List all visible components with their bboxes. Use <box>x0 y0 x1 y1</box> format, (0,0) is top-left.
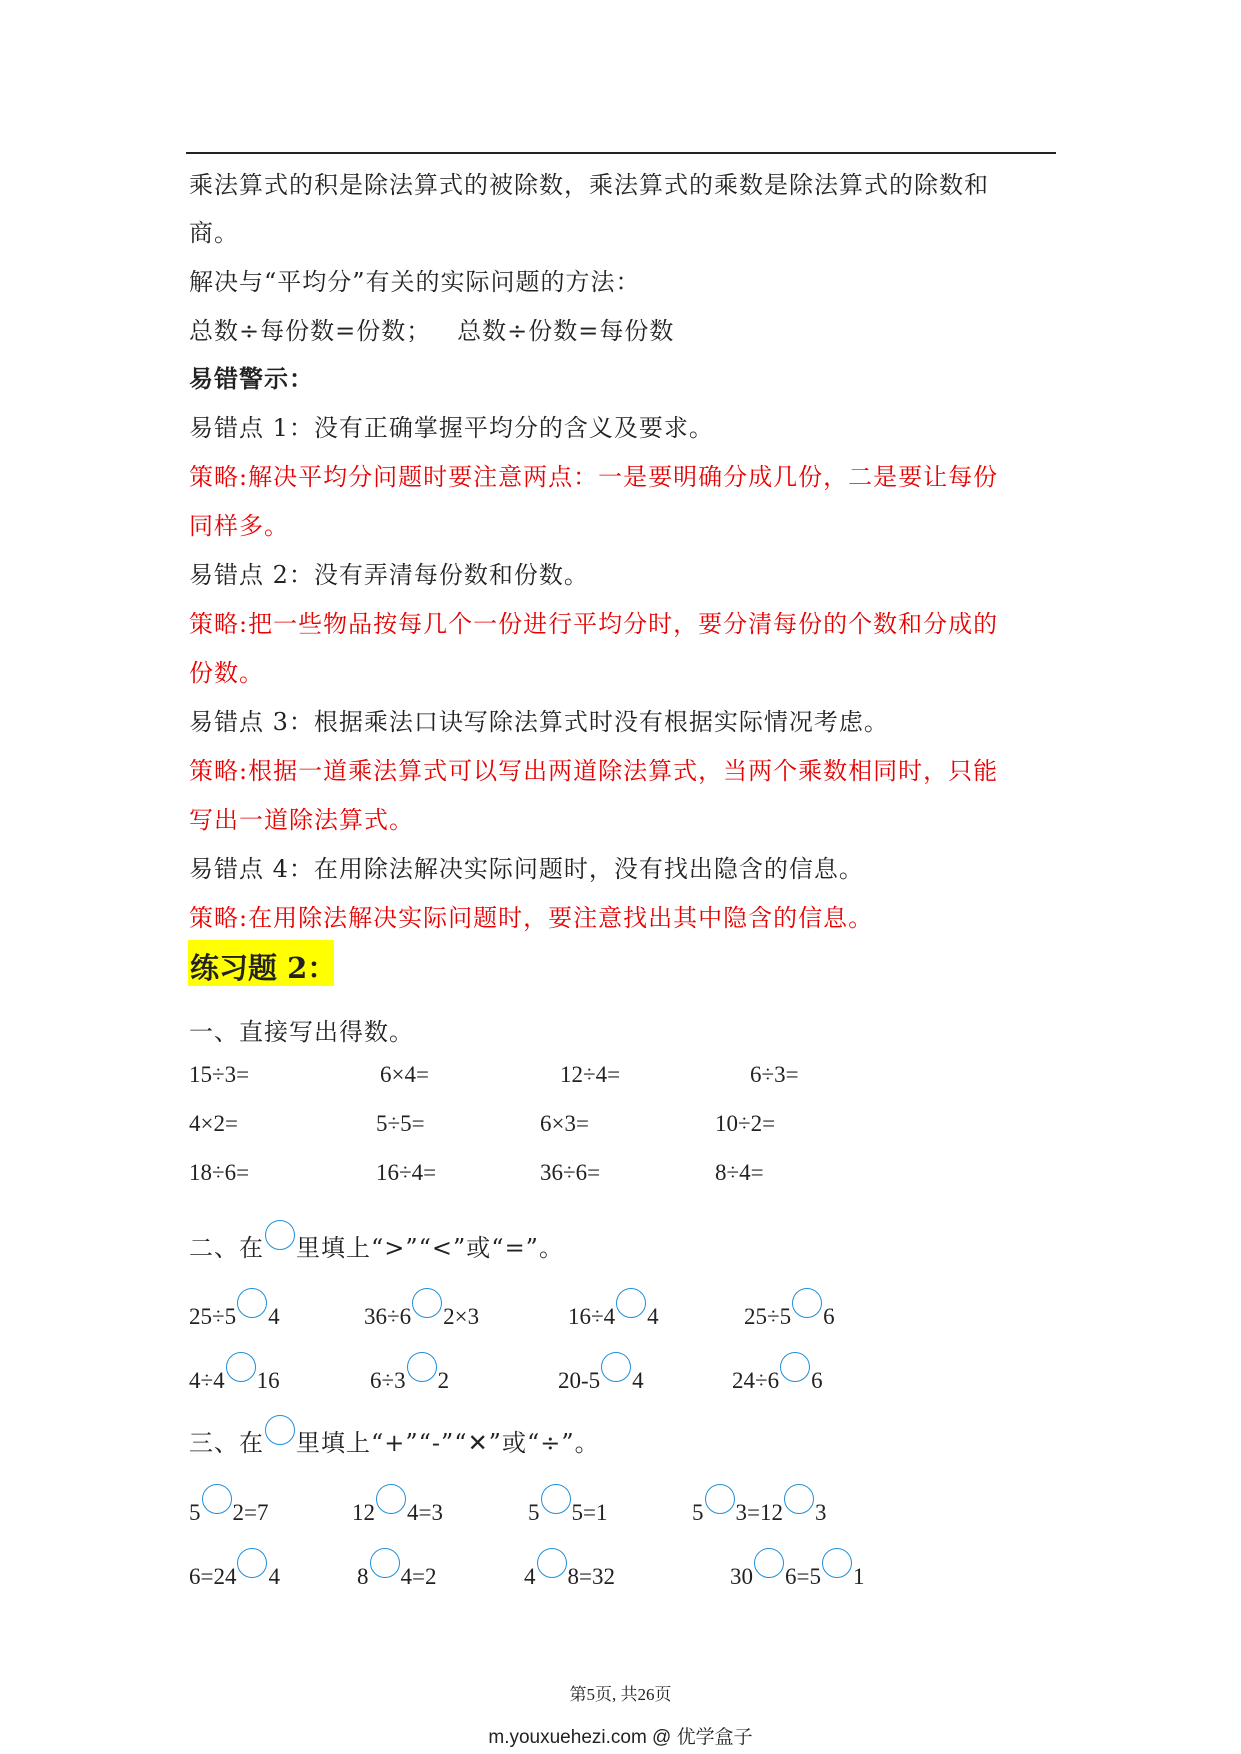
error-point-2: 易错点 2：没有弄清每份数和份数。 <box>189 561 589 589</box>
answer-circle[interactable] <box>407 1352 437 1382</box>
warning-heading: 易错警示： <box>189 364 314 393</box>
q1-item: 16÷4= <box>376 1160 437 1185</box>
answer-circle[interactable] <box>237 1288 267 1318</box>
answer-circle[interactable] <box>412 1288 442 1318</box>
answer-circle[interactable] <box>537 1548 567 1578</box>
operator-item: 5 5=1 <box>528 1484 607 1526</box>
operator-item: 12 4=3 <box>352 1484 443 1526</box>
strategy-3-line-2: 写出一道除法算式。 <box>189 806 414 834</box>
answer-circle[interactable] <box>376 1484 406 1514</box>
answer-circle[interactable] <box>601 1352 631 1382</box>
q1-item: 12÷4= <box>560 1062 621 1087</box>
formula-line: 总数÷每份数=份数； 总数÷份数=每份数 <box>189 317 675 345</box>
operator-item: 5 2=7 <box>189 1484 268 1526</box>
strategy-2-line-2: 份数。 <box>189 659 264 687</box>
compare-item: 20-5 4 <box>558 1352 644 1394</box>
text-line: 乘法算式的积是除法算式的被除数，乘法算式的乘数是除法算式的除数和 <box>189 171 989 199</box>
operator-item: 4 8=32 <box>524 1548 615 1590</box>
strategy-4-line-1: 策略:在用除法解决实际问题时，要注意找出其中隐含的信息。 <box>189 904 874 932</box>
strategy-1-line-2: 同样多。 <box>189 512 289 540</box>
text-line: 商。 <box>189 219 239 247</box>
q1-item: 4×2= <box>189 1111 238 1136</box>
answer-circle[interactable] <box>822 1548 852 1578</box>
q1-item: 18÷6= <box>189 1160 250 1185</box>
q1-item: 6÷3= <box>750 1062 799 1087</box>
compare-item: 4÷4 16 <box>189 1352 280 1394</box>
q1-item: 5÷5= <box>376 1111 425 1136</box>
text-line: 解决与“平均分”有关的实际问题的方法： <box>189 268 641 296</box>
operator-item: 5 3=12 3 <box>692 1484 826 1526</box>
header-rule <box>186 152 1056 154</box>
strategy-3-line-1: 策略:根据一道乘法算式可以写出两道除法算式，当两个乘数相同时，只能 <box>189 757 999 785</box>
answer-circle[interactable] <box>784 1484 814 1514</box>
operator-item: 6=24 4 <box>189 1548 280 1590</box>
answer-circle[interactable] <box>202 1484 232 1514</box>
q1-item: 15÷3= <box>189 1062 250 1087</box>
site-watermark[interactable]: m.youxuehezi.com @ 优学盒子 <box>488 1727 753 1748</box>
strategy-1-line-1: 策略:解决平均分问题时要注意两点：一是要明确分成几份，二是要让每份 <box>189 463 999 491</box>
exercise-title: 练习题 2： <box>190 951 337 985</box>
error-point-1: 易错点 1：没有正确掌握平均分的含义及要求。 <box>189 414 714 442</box>
compare-item: 36÷6 2×3 <box>364 1288 479 1330</box>
error-point-4: 易错点 4：在用除法解决实际问题时，没有找出隐含的信息。 <box>189 855 864 883</box>
answer-circle[interactable] <box>780 1352 810 1382</box>
q1-item: 6×3= <box>540 1111 589 1136</box>
q1-item: 8÷4= <box>715 1160 764 1185</box>
compare-item: 25÷5 4 <box>189 1288 280 1330</box>
answer-circle[interactable] <box>226 1352 256 1382</box>
operator-item: 8 4=2 <box>357 1548 436 1590</box>
answer-circle[interactable] <box>370 1548 400 1578</box>
compare-item: 25÷5 6 <box>744 1288 835 1330</box>
q1-item: 36÷6= <box>540 1160 601 1185</box>
q3-title: 三、在 里填上“+”“-”“✕”或“÷”。 <box>189 1415 600 1458</box>
answer-circle[interactable] <box>237 1548 267 1578</box>
answer-circle-icon <box>265 1415 295 1445</box>
compare-item: 16÷4 4 <box>568 1288 659 1330</box>
answer-circle[interactable] <box>541 1484 571 1514</box>
answer-circle[interactable] <box>754 1548 784 1578</box>
page-number: 第5页, 共26页 <box>569 1685 672 1704</box>
q1-item: 10÷2= <box>715 1111 776 1136</box>
q1-title: 一、直接写出得数。 <box>189 1018 414 1046</box>
answer-circle[interactable] <box>705 1484 735 1514</box>
answer-circle[interactable] <box>792 1288 822 1318</box>
compare-item: 6÷3 2 <box>370 1352 449 1394</box>
strategy-2-line-1: 策略:把一些物品按每几个一份进行平均分时，要分清每份的个数和分成的 <box>189 610 999 638</box>
compare-item: 24÷6 6 <box>732 1352 823 1394</box>
error-point-3: 易错点 3：根据乘法口诀写除法算式时没有根据实际情况考虑。 <box>189 708 889 736</box>
answer-circle-icon <box>265 1220 295 1250</box>
q2-title: 二、在 里填上“>”“<”或“=”。 <box>189 1220 564 1263</box>
answer-circle[interactable] <box>616 1288 646 1318</box>
operator-item: 30 6=5 1 <box>730 1548 864 1590</box>
q1-item: 6×4= <box>380 1062 429 1087</box>
